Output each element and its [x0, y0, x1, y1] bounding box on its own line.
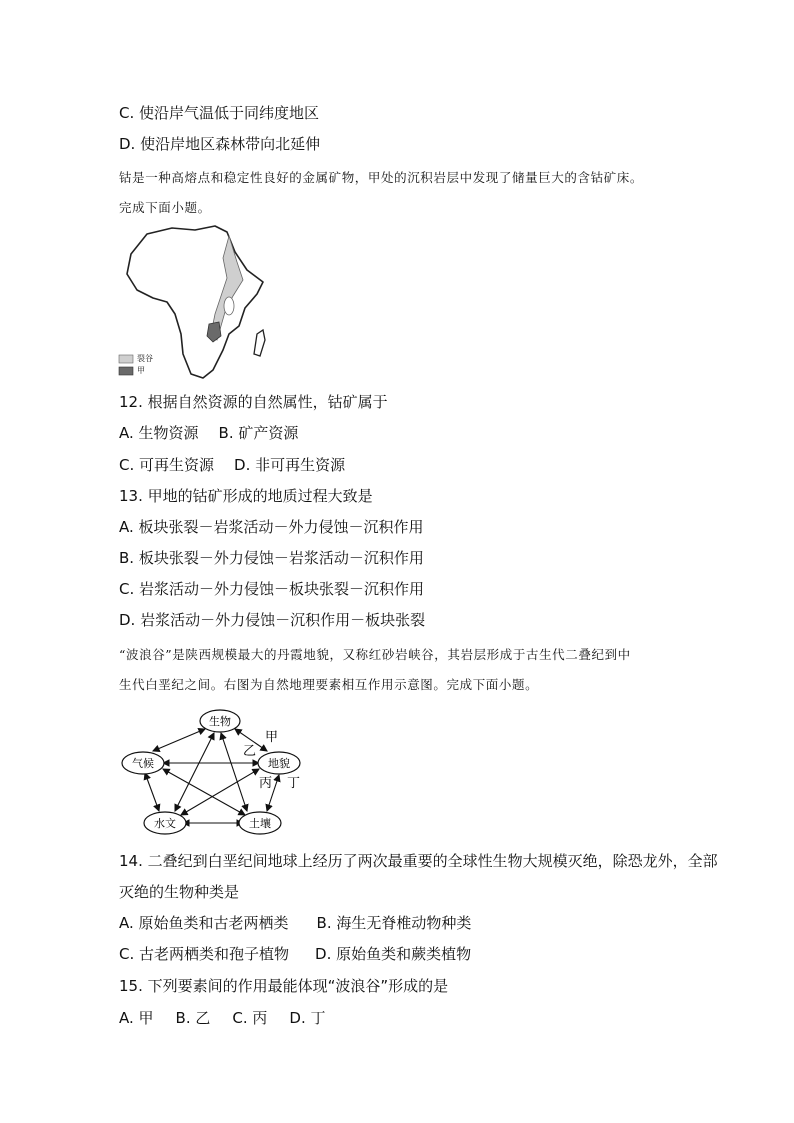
q15-option-a: A. 甲 [119, 1009, 154, 1027]
label-jia: 甲 [265, 730, 279, 745]
node-hydro: 水文 [154, 817, 176, 830]
label-yi: 乙 [243, 744, 257, 759]
legend-rift-label: 裂谷 [137, 354, 153, 363]
node-soil: 土壤 [249, 817, 271, 830]
africa-map [117, 222, 277, 382]
label-bing: 丙 [259, 776, 273, 791]
q15-option-c: C. 丙 [232, 1009, 268, 1027]
q14-option-c: C. 古老两栖类和孢子植物 [119, 945, 290, 963]
q12-option-d: D. 非可再生资源 [234, 456, 346, 474]
q13-option-d: D. 岩浆活动－外力侵蚀－沉积作用－板块张裂 [119, 611, 426, 629]
q13-option-c: C. 岩浆活动－外力侵蚀－板块张裂－沉积作用 [119, 580, 425, 598]
intro-wave-valley-line2: 生代白垩纪之间。右图为自然地理要素相互作用示意图。完成下面小题。 [119, 677, 539, 692]
q15-options-row [119, 1008, 325, 1028]
q12-options-row1 [119, 423, 298, 443]
madagascar [254, 330, 265, 356]
q12-option-a: A. 生物资源 [119, 424, 199, 442]
label-ding: 丁 [287, 776, 301, 791]
q13-option-b: B. 板块张裂－外力侵蚀－岩浆活动－沉积作用 [119, 549, 424, 567]
legend-jia-label: 甲 [137, 366, 145, 375]
q13-option-a: A. 板块张裂－岩浆活动－外力侵蚀－沉积作用 [119, 518, 424, 536]
q12-option-c: C. 可再生资源 [119, 456, 215, 474]
node-bio: 生物 [209, 715, 231, 728]
intro-cobalt-line1: 钴是一种高熔点和稳定性良好的金属矿物，甲处的沉积岩层中发现了储量巨大的含钴矿床。 [119, 170, 644, 185]
q14-options-row1 [119, 913, 471, 933]
node-landform: 地貌 [268, 757, 290, 770]
q15-option-b: B. 乙 [175, 1009, 211, 1027]
q12-stem: 12. 根据自然资源的自然属性，钴矿属于 [119, 393, 388, 411]
option-d-prev: D. 使沿岸地区森林带向北延伸 [119, 135, 321, 153]
q14-options-row2 [119, 944, 471, 964]
q12-options-row2 [119, 455, 345, 475]
q14-option-d: D. 原始鱼类和蕨类植物 [315, 945, 472, 963]
q14-option-b: B. 海生无脊椎动物种类 [316, 914, 472, 932]
geo-elements-diagram [117, 707, 337, 842]
option-c-prev: C. 使沿岸气温低于同纬度地区 [119, 104, 320, 122]
q12-option-b: B. 矿产资源 [218, 424, 299, 442]
q14-stem-line2: 灭绝的生物种类是 [119, 883, 240, 901]
q15-stem: 15. 下列要素间的作用最能体现“波浪谷”形成的是 [119, 977, 449, 995]
node-climate: 气候 [132, 757, 154, 770]
q15-option-d: D. 丁 [289, 1009, 326, 1027]
intro-cobalt-line2: 完成下面小题。 [119, 200, 211, 215]
q14-stem-line1: 14. 二叠纪到白垩纪间地球上经历了两次最重要的全球性生物大规模灭绝，除恐龙外，全部 [119, 852, 718, 870]
q14-option-a: A. 原始鱼类和古老两栖类 [119, 914, 289, 932]
intro-wave-valley-line1: “波浪谷”是陕西规模最大的丹霞地貌，又称红砂岩峡谷，其岩层形成于古生代二叠纪到中 [119, 647, 631, 662]
q13-stem: 13. 甲地的钴矿形成的地质过程大致是 [119, 487, 373, 505]
